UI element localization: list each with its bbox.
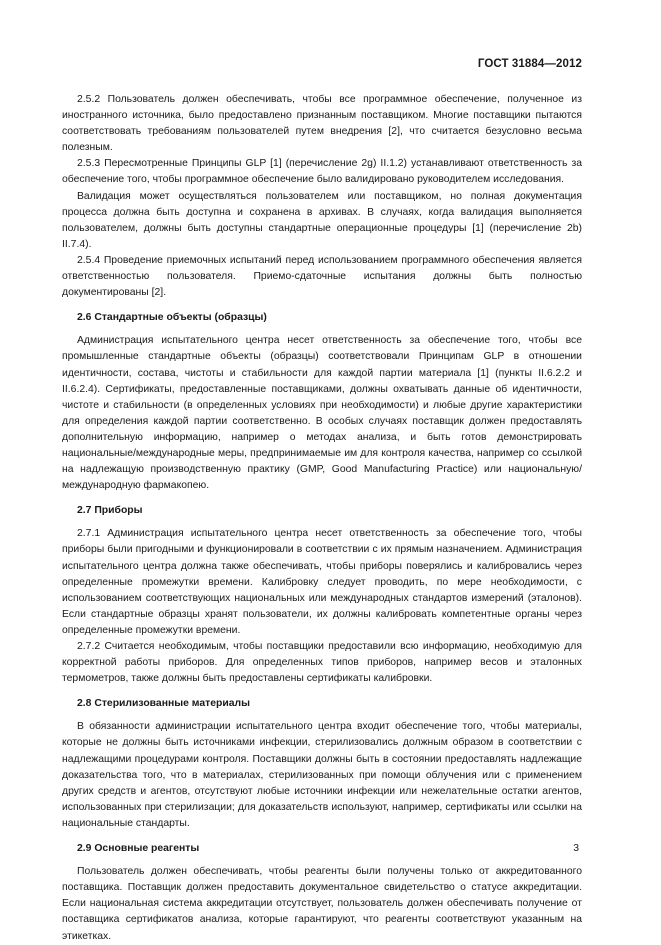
paragraph-2-7-1: 2.7.1 Администрация испытательного центра несет ответственность за обеспечение того, чтобы приборы были пригодными и функционировали в соответствии с их прямым назначением. Администрация испытательного центра должна также обеспечивать, чтобы приборы поверялись и калибровались через определенные промежутки времени. Калибровку следует проводить, по мере необходимости, с использованием соответствующих национальных или международных стандартов измерений (эталонов). Если стандартные образцы хранят пользователи, их должны калибровать компетентные органы через определенные промежутки времени. (62, 528, 582, 636)
paragraph-2-5-4: 2.5.4 Проведение приемочных испытаний перед использованием программного обеспечения является ответственностью пользователя. Приемо-сдаточные испытания должны быть полностью документированы [2]. (62, 254, 582, 299)
paragraph-2-6: Администрация испытательного центра несет ответственность за обеспечение того, чтобы все промышленные стандартные объекты (образцы) соответствовали Принципам GLP в отношении идентичности, состава, чистоты и стабильности для каждой партии материала [1] (пункты II.6.2.2 и II.6.2.4). Сертификаты, предоставленные поставщиками, должны охватывать данные об идентичности, чистоте и стабильности (в определенных условиях при необходимости) и любые другие характеристики для определения каждой партии соответственно. В особых случаях поставщик должен предоставлять дополнительную информацию, например о методах анализа, и быть готов демонстрировать национальные/международные меры, предпринимаемые им для контроля качества, например со ссылкой на надлежащую производственную практику (GMP, Good Manufacturing Practice) или национальную/международную фармакопею. (62, 335, 582, 492)
document-body (62, 92, 582, 945)
paragraph-2-9: Пользователь должен обеспечивать, чтобы реагенты были получены только от аккредитованного поставщика. Поставщик должен предоставить документальное свидетельство о статусе аккредитации. Если национальная система аккредитации отсутствует, пользователь должен обеспечивать получение от поставщика сертификатов анализа, которые гарантируют, что реагенты соответствуют указанным на этикетках. (62, 866, 582, 942)
paragraph-validation: Валидация может осуществляться пользователем или поставщиком, но полная документация процесса должна быть доступна и сохранена в архивах. В случаях, когда валидация выполняется пользователем, должны быть доступны стандартные операционные процедуры [1] (перечисление 2b) II.7.4). (62, 190, 582, 250)
section-heading-2-9: 2.9 Основные реагенты (77, 843, 200, 855)
section-heading-2-7: 2.7 Приборы (77, 505, 143, 517)
page-number: 3 (573, 843, 579, 854)
document-code-header: ГОСТ 31884—2012 (477, 58, 582, 70)
paragraph-2-5-2: 2.5.2 Пользователь должен обеспечивать, чтобы все программное обеспечение, полученное из иностранного источника, было предоставлено признанным поставщиком. Многие поставщики пытаются соответствовать требованиям пользователей путем внедрения [2], что считается безусловно весьма полезным. (62, 94, 582, 154)
section-heading-2-6: 2.6 Стандартные объекты (образцы) (77, 312, 267, 324)
paragraph-2-5-3: 2.5.3 Пересмотренные Принципы GLP [1] (перечисление 2g) II.1.2) устанавливают ответственность за обеспечение того, чтобы программное обеспечение было валидировано руководителем исследования. (62, 158, 582, 186)
section-heading-2-8: 2.8 Стерилизованные материалы (77, 698, 250, 710)
paragraph-2-7-2: 2.7.2 Считается необходимым, чтобы поставщики предоставили всю информацию, необходимую для корректной работы приборов. Для определенных типов приборов, например весов и эталонных термометров, также должны быть предоставлены сертификаты калибровки. (62, 641, 582, 685)
paragraph-2-8: В обязанности администрации испытательного центра входит обеспечение того, чтобы материалы, которые не должны быть источниками инфекции, стерилизовались должным образом в соответствии с надлежащими процедурами контроля. Поставщики должны быть в состоянии предоставлять надлежащие доказательства того, что в материалах, стерилизованных при помощи облучения или с применением других средств и агентов, отсутствуют любые источники инфекции или нежелательные остатки агентов, использованных при стерилизации; для доказательств используют, например, сертификаты или ссылки на национальные стандарты. (62, 721, 582, 829)
